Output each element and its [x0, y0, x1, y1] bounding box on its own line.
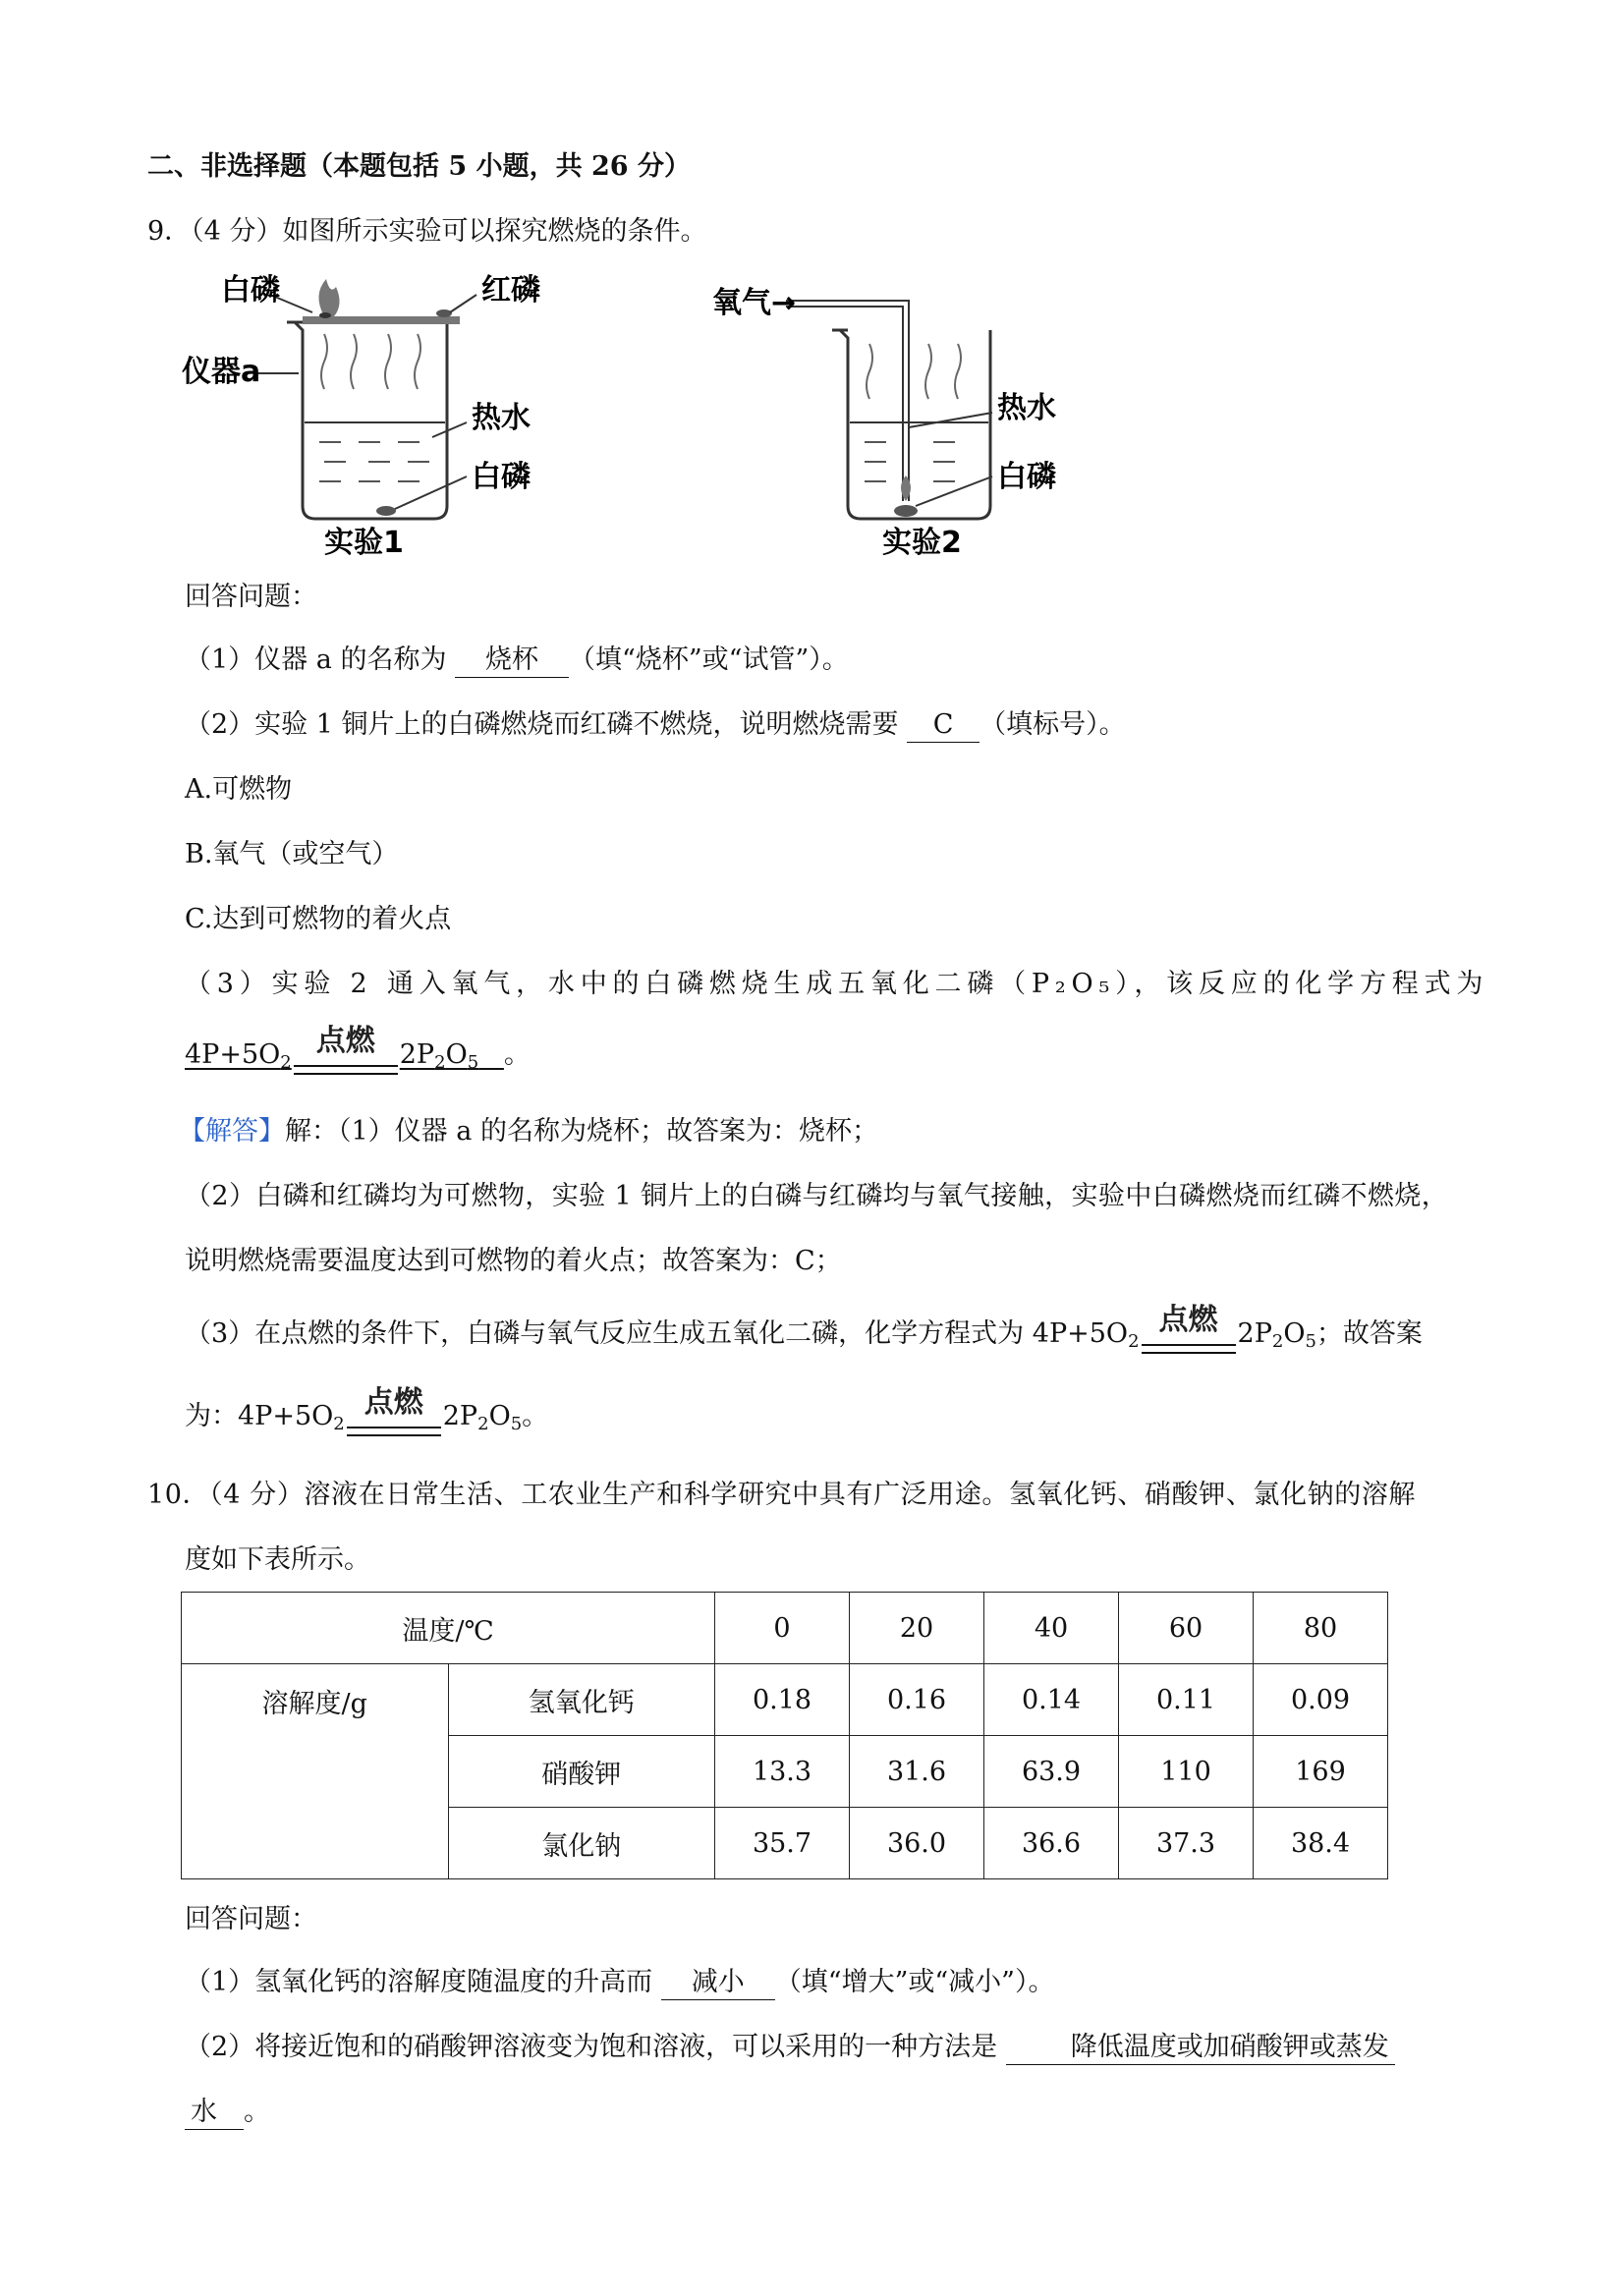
table-cell: 0.09 [1254, 1664, 1388, 1736]
table-row [182, 1664, 1388, 1736]
caption-experiment-2: 实验2 [882, 526, 962, 560]
q9-p1-answer: 烧杯 [455, 644, 569, 678]
q10-answer-lead: 回答问题： [185, 1904, 317, 1934]
q9-option-c: C.达到可燃物的着火点 [185, 904, 452, 934]
label-instrument-a: 仪器a [182, 355, 261, 389]
table-header-temperature: 温度/℃ [182, 1593, 715, 1664]
q9-solution-3b: 为：$4P+5O_2$ 点燃 $2P_2O_5$。 [185, 1385, 549, 1434]
solubility-table [181, 1592, 1388, 1879]
experiment-figure [177, 265, 1061, 570]
q10-p1-answer: 减小 [661, 1966, 775, 2000]
q9-solution-2b: 说明燃烧需要温度达到可燃物的着火点；故答案为：C； [185, 1246, 842, 1276]
experiment-1-beaker-icon [255, 279, 476, 519]
label-red-phosphorus: 红磷 [481, 273, 540, 308]
table-cell: 36.6 [984, 1808, 1119, 1879]
q10-part-2: （2）将接近饱和的硝酸钾溶液变为饱和溶液，可以采用的一种方法是 降低温度或加硝酸钾或蒸发 [185, 2030, 1395, 2065]
table-cell: 63.9 [984, 1736, 1119, 1808]
table-cell: 36.0 [850, 1808, 984, 1879]
q9-solution-3a: （3）在点燃的条件下，白磷与氧气反应生成五氧化二磷，化学方程式为 $4P+5O_2$ 点燃 $2P_2O_5$；故答案 [185, 1303, 1423, 1352]
label-white-phosphorus-1b: 白磷 [472, 460, 531, 494]
label-white-phosphorus-2: 白磷 [997, 460, 1056, 494]
q9-part-1: （1）仪器 a 的名称为 烧杯 （填“烧杯”或“试管”）。 [185, 643, 849, 678]
label-oxygen: 氧气→ [712, 286, 797, 320]
label-hot-water-1: 热水 [472, 401, 531, 435]
table-cell: 0.11 [1119, 1664, 1254, 1736]
label-white-phosphorus-1: 白磷 [221, 273, 280, 308]
q9-part-3: （3）实验 2 通入氧气，水中的白磷燃烧生成五氧化二磷（P₂O₅），该反应的化学方程式为 [185, 969, 1489, 999]
question-10-stem-1: 10．（4 分）溶液在日常生活、工农业生产和科学研究中具有广泛用途。氢氧化钙、硝酸钾、氯化钠的溶解 [147, 1480, 1417, 1510]
q9-part-2: （2）实验 1 铜片上的白磷燃烧而红磷不燃烧，说明燃烧需要 C （填标号）。 [185, 707, 1126, 743]
table-cell: 38.4 [1254, 1808, 1388, 1879]
table-header-temp-0: 0 [715, 1593, 850, 1664]
table-header-temp-80: 80 [1254, 1593, 1388, 1664]
table-cell-substance: 氢氧化钙 [448, 1664, 715, 1736]
label-hot-water-2: 热水 [997, 391, 1056, 425]
table-cell: 169 [1254, 1736, 1388, 1808]
table-cell-substance: 硝酸钾 [448, 1736, 715, 1808]
table-header-temp-40: 40 [984, 1593, 1119, 1664]
q9-p2-answer: C [907, 708, 979, 743]
table-cell: 37.3 [1119, 1808, 1254, 1879]
table-header-temp-20: 20 [850, 1593, 984, 1664]
question-10-stem-2: 度如下表所示。 [185, 1544, 370, 1575]
q9-equation-answer: $4P+5O_2$ 点燃 $2P_2O_5$ 。 [185, 1037, 531, 1081]
caption-experiment-1: 实验1 [324, 526, 404, 560]
q9-solution-2a: （2）白磷和红磷均为可燃物，实验 1 铜片上的白磷与红磷均与氧气接触，实验中白磷燃烧而红磷不燃烧， [185, 1181, 1449, 1211]
table-cell: 0.18 [715, 1664, 850, 1736]
experiment-2-beaker-icon [786, 301, 992, 519]
question-9-stem: 9．（4 分）如图所示实验可以探究燃烧的条件。 [147, 216, 707, 247]
q10-part-1: （1）氢氧化钙的溶解度随温度的升高而 减小 （填“增大”或“减小”）。 [185, 1965, 1054, 2000]
table-cell: 110 [1119, 1736, 1254, 1808]
q9-option-a: A.可燃物 [185, 774, 293, 805]
table-cell: 0.16 [850, 1664, 984, 1736]
solution-tag: 【解答】 [179, 1116, 285, 1147]
q10-p2-answer-cont: 水 [185, 2096, 244, 2130]
section-title: 二、非选择题（本题包括 5 小题，共 26 分） [147, 151, 691, 182]
table-label-solubility: 溶解度/g [182, 1664, 449, 1879]
table-header-temp-60: 60 [1119, 1593, 1254, 1664]
q9-answer-lead: 回答问题： [185, 582, 317, 612]
table-cell: 35.7 [715, 1808, 850, 1879]
table-cell: 13.3 [715, 1736, 850, 1808]
table-cell-substance: 氯化钠 [448, 1808, 715, 1879]
q9-solution-1: 【解答】解：（1）仪器 a 的名称为烧杯；故答案为：烧杯； [179, 1116, 878, 1147]
table-cell: 31.6 [850, 1736, 984, 1808]
q9-option-b: B.氧气（或空气） [185, 839, 399, 869]
table-cell: 0.14 [984, 1664, 1119, 1736]
q10-p2-answer: 降低温度或加硝酸钾或蒸发 [1006, 2031, 1395, 2065]
q10-part-2-cont: 水 。 [185, 2095, 270, 2130]
reaction-condition: 点燃 [292, 1045, 400, 1081]
